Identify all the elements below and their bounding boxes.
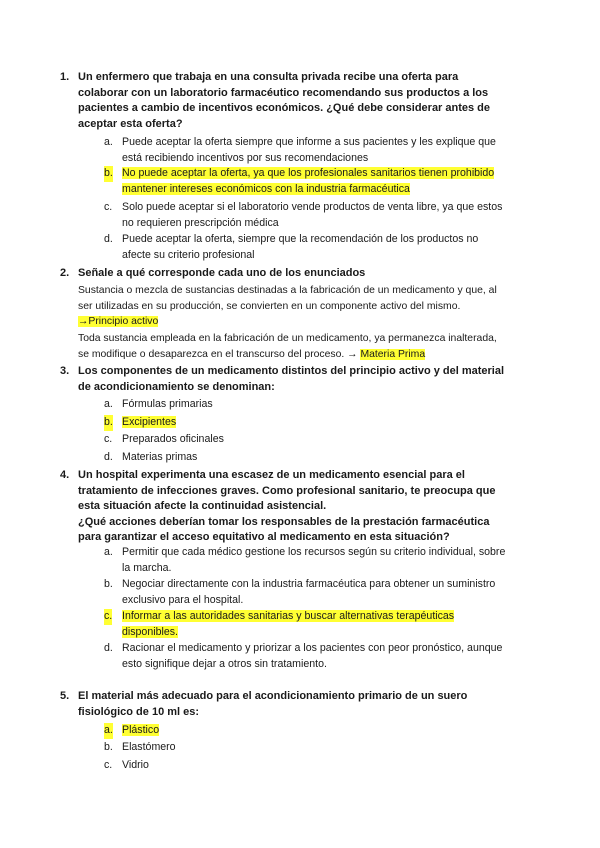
question-1 bbox=[60, 70, 538, 132]
option-d bbox=[104, 641, 534, 672]
question-number: 1. bbox=[60, 71, 70, 83]
option-text-line: afecte su criterio profesional bbox=[122, 248, 255, 261]
option-letter: d. bbox=[104, 451, 113, 463]
option-text: Vidrio bbox=[122, 759, 149, 771]
question-text-line: esta situación afecte la continuidad asistencial. bbox=[78, 500, 327, 512]
statement-line: ser utilizadas en su producción, se convierten en un componente activo del mismo. bbox=[78, 300, 461, 312]
option-d bbox=[104, 232, 534, 263]
question-title: Señale a qué corresponde cada uno de los enunciados bbox=[78, 267, 366, 279]
statement-line: Sustancia o mezcla de sustancias destinadas a la fabricación de un medicamento y que, al bbox=[78, 285, 497, 296]
question-3 bbox=[60, 364, 538, 395]
question-text-line: tratamiento de infecciones graves. Como profesional sanitario, te preocupa que bbox=[78, 484, 496, 497]
option-text-line: disponibles. bbox=[122, 625, 178, 638]
option-text: Preparados oficinales bbox=[122, 433, 224, 445]
statement-1 bbox=[78, 283, 548, 330]
option-text-line: No puede aceptar la oferta, ya que los profesionales sanitarios tienen prohibido bbox=[122, 167, 495, 179]
question-number: 2. bbox=[60, 267, 70, 279]
option-text-line: Racionar el medicamento y priorizar a los pacientes con peor pronóstico, aunque bbox=[122, 642, 503, 654]
question-number: 4. bbox=[60, 469, 70, 481]
option-text: Fórmulas primarias bbox=[122, 398, 213, 410]
option-text-line: Negociar directamente con la industria farmacéutica para obtener un suministro bbox=[122, 578, 496, 590]
option-letter: a. bbox=[104, 723, 113, 739]
question-text-line: de acondicionamiento se denominan: bbox=[78, 380, 275, 393]
question-text-line: fisiológico de 10 ml es: bbox=[78, 705, 200, 718]
option-b bbox=[104, 740, 534, 756]
question-text-line: Un enfermero que trabaja en una consulta privada recibe una oferta para bbox=[78, 71, 459, 83]
option-letter: c. bbox=[104, 609, 112, 625]
option-a bbox=[104, 135, 534, 166]
option-a-highlighted bbox=[104, 723, 534, 739]
option-a bbox=[104, 545, 534, 576]
option-text: Materias primas bbox=[122, 451, 198, 463]
option-text-line: Solo puede aceptar si el laboratorio vende productos de venta libre, ya que estos bbox=[122, 201, 503, 213]
option-text-line: Permitir que cada médico gestione los recursos según su criterio individual, sobre bbox=[122, 546, 506, 558]
option-text-line: mantener intereses económicos con la industria farmacéutica bbox=[122, 182, 410, 195]
question-text-line: pacientes a cambio de incentivos económicos. ¿Qué debe considerar antes de bbox=[78, 102, 491, 114]
question-4 bbox=[60, 468, 538, 546]
statement-line: Toda sustancia empleada en la fabricación de un medicamento, ya permanezca inalterada, bbox=[78, 333, 497, 344]
answer-materia-prima: Materia Prima bbox=[360, 348, 426, 360]
option-text-line: Informar a las autoridades sanitarias y buscar alternativas terapéuticas bbox=[122, 610, 455, 622]
option-letter: d. bbox=[104, 233, 113, 245]
question-text-line: para garantizar el acceso equitativo al medicamento en esta situación? bbox=[78, 531, 450, 543]
option-letter: b. bbox=[104, 415, 113, 431]
option-letter: c. bbox=[104, 201, 113, 213]
option-letter: a. bbox=[104, 398, 113, 410]
option-text-line: Puede aceptar la oferta siempre que informe a sus pacientes y les explique que bbox=[122, 136, 496, 148]
option-c bbox=[104, 758, 534, 774]
question-number: 5. bbox=[60, 690, 70, 702]
answer-principio-activo: Principio activo bbox=[88, 316, 159, 327]
statement-2 bbox=[78, 331, 548, 362]
option-a bbox=[104, 397, 534, 413]
option-letter: b. bbox=[104, 578, 113, 590]
question-5 bbox=[60, 689, 538, 720]
option-c-highlighted bbox=[104, 609, 534, 640]
option-letter: a. bbox=[104, 546, 113, 558]
option-c bbox=[104, 432, 534, 448]
option-text: Plástico bbox=[122, 724, 160, 736]
option-letter: b. bbox=[104, 166, 113, 182]
option-text: Elastómero bbox=[122, 741, 176, 753]
option-text-line: está recibiendo incentivos por sus recomendaciones bbox=[122, 151, 369, 164]
question-text-line: Los componentes de un medicamento distintos del principio activo y del material bbox=[78, 365, 505, 377]
statement-line: se modifique o desaparezca en el transcurso del proceso. → bbox=[78, 348, 358, 360]
option-text: Excipientes bbox=[122, 416, 177, 428]
option-c bbox=[104, 200, 534, 231]
option-letter: c. bbox=[104, 759, 113, 771]
option-b-highlighted bbox=[104, 166, 534, 197]
option-letter: a. bbox=[104, 136, 113, 148]
option-d bbox=[104, 450, 534, 466]
question-2 bbox=[60, 266, 538, 282]
question-text-line: El material más adecuado para el acondicionamiento primario de un suero bbox=[78, 690, 468, 702]
option-text-line: no requieren prescripción médica bbox=[122, 216, 279, 229]
question-text-line: aceptar esta oferta? bbox=[78, 117, 183, 130]
option-text-line: Puede aceptar la oferta, siempre que la recomendación de los productos no bbox=[122, 233, 479, 245]
option-text-line: exclusivo para el hospital. bbox=[122, 593, 244, 606]
option-text-line: esto signifique dejar a otros sin tratamiento. bbox=[122, 657, 327, 670]
option-letter: c. bbox=[104, 433, 113, 445]
option-letter: d. bbox=[104, 642, 113, 654]
arrow: → bbox=[78, 316, 89, 327]
question-number: 3. bbox=[60, 365, 70, 377]
question-text-line: ¿Qué acciones deberían tomar los responsables de la prestación farmacéutica bbox=[78, 515, 490, 528]
question-text-line: colaborar con un laboratorio farmacéutico recomendando sus productos a los bbox=[78, 86, 489, 99]
option-letter: b. bbox=[104, 741, 113, 753]
option-text-line: la marcha. bbox=[122, 561, 172, 574]
question-text-line: Un hospital experimenta una escasez de un medicamento esencial para el bbox=[78, 469, 465, 481]
option-b bbox=[104, 577, 534, 608]
option-b-highlighted bbox=[104, 415, 534, 431]
